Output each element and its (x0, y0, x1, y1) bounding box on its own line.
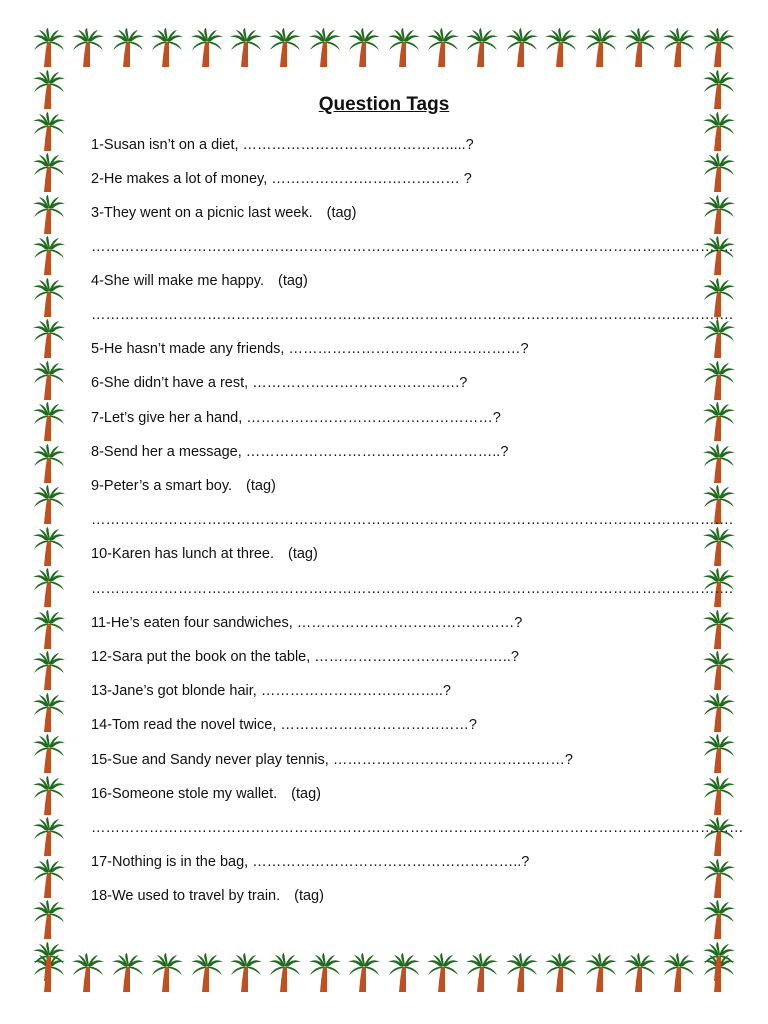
palm-tree-icon (32, 278, 66, 318)
palm-tree-icon (32, 361, 66, 401)
question-4: 4-She will make me happy. (tag) (91, 273, 308, 289)
tag-label: (tag) (287, 546, 318, 562)
palm-tree-icon (32, 568, 66, 608)
page-title: Question Tags (318, 94, 450, 115)
answer-line: ……………………………………………………………………………………………………………………. (91, 239, 734, 255)
question-8: 8-Send her a message, ……………………………………………..? (91, 444, 509, 460)
question-10: 10-Karen has lunch at three. (tag) (91, 546, 318, 562)
palm-tree-icon (32, 942, 66, 982)
palm-tree-icon (308, 28, 342, 68)
palm-tree-icon (32, 859, 66, 899)
palm-tree-icon (111, 28, 145, 68)
palm-tree-icon (347, 953, 381, 993)
palm-tree-icon (426, 953, 460, 993)
palm-tree-icon (71, 953, 105, 993)
palm-tree-icon (190, 28, 224, 68)
palm-tree-icon (465, 28, 499, 68)
palm-tree-icon (544, 28, 578, 68)
question-3: 3-They went on a picnic last week. (tag) (91, 205, 357, 221)
palm-tree-icon (702, 112, 736, 152)
question-11: 11-He’s eaten four sandwiches, ………………………………………? (91, 615, 523, 631)
question-7: 7-Let’s give her a hand, ……………………………………………? (91, 410, 501, 426)
palm-tree-icon (32, 112, 66, 152)
palm-tree-icon (505, 28, 539, 68)
question-17: 17-Nothing is in the bag, ………………………………………………..? (91, 854, 530, 870)
palm-tree-icon (584, 28, 618, 68)
question-14: 14-Tom read the novel twice, …………………………………? (91, 717, 477, 733)
answer-line: ……………………………………………………………………………………………………………………… (91, 820, 744, 836)
palm-tree-icon (268, 953, 302, 993)
palm-tree-icon (505, 953, 539, 993)
palm-tree-icon (32, 236, 66, 276)
palm-tree-icon (32, 776, 66, 816)
palm-tree-icon (702, 28, 736, 68)
palm-tree-icon (702, 734, 736, 774)
palm-tree-icon (702, 195, 736, 235)
tag-label: (tag) (326, 205, 357, 221)
palm-tree-icon (229, 953, 263, 993)
palm-tree-icon (387, 953, 421, 993)
palm-tree-icon (426, 28, 460, 68)
palm-tree-icon (32, 651, 66, 691)
palm-tree-icon (702, 859, 736, 899)
palm-tree-icon (662, 953, 696, 993)
question-13: 13-Jane’s got blonde hair, ………………………………..? (91, 683, 451, 699)
palm-tree-icon (662, 28, 696, 68)
question-6: 6-She didn’t have a rest, …………………………………….? (91, 375, 468, 391)
question-1: 1-Susan isn’t on a diet, …………………………………….....? (91, 137, 474, 153)
tag-label: (tag) (246, 478, 276, 494)
palm-tree-icon (702, 776, 736, 816)
palm-tree-icon (702, 444, 736, 484)
question-2: 2-He makes a lot of money, ………………………………… ? (91, 171, 472, 187)
palm-tree-icon (702, 402, 736, 442)
tag-label: (tag) (294, 888, 324, 904)
question-18: 18-We used to travel by train. (tag) (91, 888, 324, 904)
tag-label: (tag) (291, 786, 321, 802)
palm-tree-icon (32, 195, 66, 235)
palm-tree-icon (702, 942, 736, 982)
palm-tree-icon (32, 527, 66, 567)
palm-tree-icon (32, 485, 66, 525)
question-9: 9-Peter’s a smart boy. (tag) (91, 478, 276, 494)
palm-tree-icon (32, 402, 66, 442)
palm-tree-icon (71, 28, 105, 68)
answer-line: ……………………………………………………………………………………………………………………. (91, 512, 734, 528)
answer-line: ……………………………………………………………………………………………………………………. (91, 307, 734, 323)
palm-tree-icon (702, 361, 736, 401)
palm-tree-icon (702, 527, 736, 567)
question-5: 5-He hasn’t made any friends, …………………………………………? (91, 341, 529, 357)
palm-tree-icon (623, 953, 657, 993)
question-15: 15-Sue and Sandy never play tennis, …………………………………………? (91, 752, 573, 768)
palm-tree-icon (387, 28, 421, 68)
palm-tree-icon (32, 153, 66, 193)
palm-tree-icon (111, 953, 145, 993)
question-16: 16-Someone stole my wallet. (tag) (91, 786, 321, 802)
palm-tree-icon (702, 693, 736, 733)
palm-tree-icon (702, 651, 736, 691)
palm-tree-icon (465, 953, 499, 993)
palm-tree-icon (32, 444, 66, 484)
palm-tree-icon (229, 28, 263, 68)
palm-tree-icon (623, 28, 657, 68)
palm-tree-icon (32, 28, 66, 68)
palm-tree-icon (32, 610, 66, 650)
palm-tree-icon (150, 28, 184, 68)
palm-tree-icon (32, 817, 66, 857)
palm-tree-icon (702, 153, 736, 193)
answer-line: ……………………………………………………………………………………………………………………. (91, 581, 734, 597)
tag-label: (tag) (278, 273, 308, 289)
palm-tree-icon (150, 953, 184, 993)
palm-tree-icon (32, 900, 66, 940)
palm-tree-icon (32, 734, 66, 774)
palm-tree-icon (347, 28, 381, 68)
palm-tree-icon (32, 319, 66, 359)
palm-tree-icon (584, 953, 618, 993)
question-12: 12-Sara put the book on the table, …………………………………..? (91, 649, 519, 665)
palm-tree-icon (32, 693, 66, 733)
palm-tree-icon (702, 610, 736, 650)
palm-tree-icon (702, 319, 736, 359)
palm-tree-icon (544, 953, 578, 993)
palm-tree-icon (268, 28, 302, 68)
palm-tree-icon (190, 953, 224, 993)
palm-tree-icon (702, 900, 736, 940)
palm-tree-icon (308, 953, 342, 993)
